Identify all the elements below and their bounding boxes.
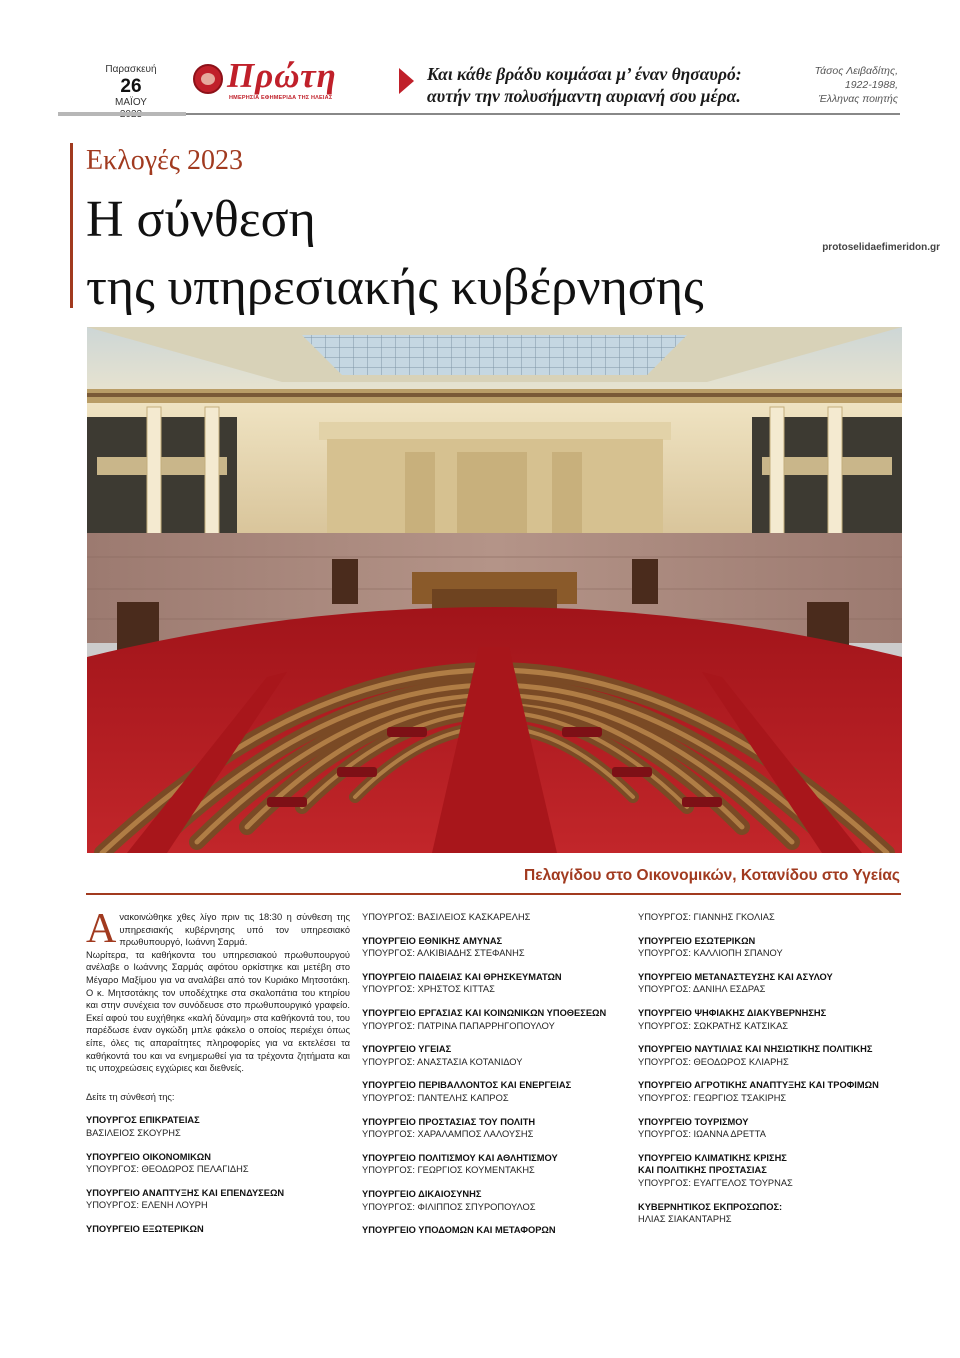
section-kicker: Εκλογές 2023 (86, 145, 244, 176)
author-line: Τάσος Λειβαδίτης, (814, 65, 898, 77)
article-subheading: Πελαγίδου στο Οικονομικών, Κοτανίδου στο Υγείας (524, 867, 900, 884)
cabinet-entry (638, 1079, 900, 1104)
minister-name: ΥΠΟΥΡΓΟΣ: ΚΑΛΛΙΟΠΗ ΣΠΑΝΟΥ (638, 948, 783, 959)
cabinet-entry (86, 1114, 350, 1139)
ministry-title: ΥΠΟΥΡΓΕΙΟ ΠΑΙΔΕΙΑΣ ΚΑΙ ΘΡΗΣΚΕΥΜΑΤΩΝ (362, 971, 562, 982)
ministry-title: ΥΠΟΥΡΓΕΙΟ ΜΕΤΑΝΑΣΤΕΥΣΗΣ ΚΑΙ ΑΣΥΛΟΥ (638, 971, 833, 982)
cabinet-entry (638, 1116, 900, 1141)
cabinet-entry (638, 935, 900, 960)
cabinet-entry (362, 1188, 620, 1213)
logo-text: Πρώτη (227, 56, 337, 95)
ministry-title: ΚΥΒΕΡΝΗΤΙΚΟΣ ΕΚΠΡΟΣΩΠΟΣ: (638, 1201, 783, 1212)
ministry-title: ΥΠΟΥΡΓΕΙΟ ΤΟΥΡΙΣΜΟΥ (638, 1116, 749, 1127)
minister-name: ΥΠΟΥΡΓΟΣ: ΘΕΟΔΩΡΟΣ ΠΕΛΑΓΙΔΗΣ (86, 1164, 249, 1175)
ministry-title: ΥΠΟΥΡΓΕΙΟ ΕΣΩΤΕΡΙΚΩΝ (638, 935, 756, 946)
page-title (86, 186, 704, 322)
minister-name: ΥΠΟΥΡΓΟΣ: ΧΑΡΑΛΑΜΠΟΣ ΛΑΛΟΥΣΗΣ (362, 1129, 534, 1140)
headline-line: Η σύνθεση (86, 191, 316, 248)
author-line: 1922-1988, (844, 79, 898, 91)
ministry-title: ΥΠΟΥΡΓΕΙΟ ΕΞΩΤΕΡΙΚΩΝ (86, 1223, 204, 1234)
minister-name: ΥΠΟΥΡΓΟΣ: ΓΕΩΡΓΙΟΣ ΤΣΑΚΙΡΗΣ (638, 1092, 787, 1103)
cabinet-entry (362, 1079, 620, 1104)
minister-name: ΥΠΟΥΡΓΟΣ: ΓΕΩΡΓΙΟΣ ΚΟΥΜΕΝΤΑΚΗΣ (362, 1165, 535, 1176)
minister-name: ΥΠΟΥΡΓΟΣ: ΦΙΛΙΠΠΟΣ ΣΠΥΡΟΠΟΥΛΟΣ (362, 1201, 536, 1212)
cabinet-entry (86, 1223, 350, 1236)
day-number: 26 (120, 75, 142, 97)
daily-quote (427, 63, 742, 107)
header-divider (58, 113, 900, 115)
minister-name: ΥΠΟΥΡΓΟΣ: ΕΥΑΓΓΕΛΟΣ ΤΟΥΡΝΑΣ (638, 1177, 793, 1188)
quote-arrow-icon (399, 68, 414, 94)
ministry-title: ΥΠΟΥΡΓΕΙΟ ΕΡΓΑΣΙΑΣ ΚΑΙ ΚΟΙΝΩΝΙΚΩΝ ΥΠΟΘΕΣΕΩΝ (362, 1007, 607, 1018)
cabinet-entry (638, 1007, 900, 1032)
ministry-title: ΥΠΟΥΡΓΕΙΟ ΚΛΙΜΑΤΙΚΗΣ ΚΡΙΣΗΣ ΚΑΙ ΠΟΛΙΤΙΚΗΣ ΠΡΟΣΤΑΣΙΑΣ (638, 1152, 787, 1176)
cabinet-entry (362, 971, 620, 996)
cabinet-entry (638, 971, 900, 996)
minister-name: ΥΠΟΥΡΓΟΣ: ΕΛΕΝΗ ΛΟΥΡΗ (86, 1200, 208, 1211)
ministry-title: ΥΠΟΥΡΓΕΙΟ ΥΓΕΙΑΣ (362, 1044, 452, 1055)
quote-author (815, 64, 898, 106)
cabinet-entry (362, 1007, 620, 1032)
intro-paragraph: νακοινώθηκε χθες λίγο πριν τις 18:30 η σύνθεση της υπηρεσιακής κυβέρνησης υπό τον υπηρεσιακό πρωθυπουργό, Ιωάννη Σαρμά. (119, 912, 350, 948)
parliament-illustration (87, 327, 902, 853)
ministry-title: ΥΠΟΥΡΓΕΙΟ ΕΘΝΙΚΗΣ ΑΜΥΝΑΣ (362, 935, 503, 946)
intro-paragraph: Νωρίτερα, τα καθήκοντα του υπηρεσιακού πρωθυπουργού ανέλαβε ο Ιωάννης Σαρμάς αφότου ορκίστηκε και μετέβη στο Μέγαρο Μαξίμου για να αναλάβει από τον Κυριάκο Μητσοτάκη. Ο κ. Μητσοτάκης τον υποδέχτηκε στα σκαλοπάτια του κτηρίου και στην συνέχεια τον συνόδευσε στο πρωθυπουργικό γραφείο. Εκεί αφού του ευχήθηκε «καλή δύναμη» στα καθήκοντά του, του παρέδωσε έναν ογκώδη μπλε φάκελο ο οποίος περιέχει όπως είπε, όλες τις απαραίτητες πληροφορίες για να εκτελέσει τα καθήκοντά του και να ενημερωθεί για τα τρέχοντα ζητήματα και τις υποχρεώσεις εγχώριες και διεθνείς. (86, 949, 350, 1074)
drop-cap: Α (86, 906, 117, 952)
cabinet-entry (86, 1151, 350, 1176)
minister-name: ΥΠΟΥΡΓΟΣ: ΠΑΤΡΙΝΑ ΠΑΠΑΡΡΗΓΟΠΟΥΛΟΥ (362, 1020, 555, 1031)
ministry-title: ΥΠΟΥΡΓΟΣ ΕΠΙΚΡΑΤΕΙΑΣ (86, 1115, 200, 1126)
cabinet-entry (362, 1224, 620, 1237)
month: ΜΑΪΟΥ (115, 97, 147, 109)
quote-line: Και κάθε βράδυ κοιμάσαι μ’ έναν θησαυρό: (427, 64, 742, 84)
minister-name: ΥΠΟΥΡΓΟΣ: ΧΡΗΣΤΟΣ ΚΙΤΤΑΣ (362, 984, 495, 995)
ministry-title: ΥΠΟΥΡΓΕΙΟ ΠΕΡΙΒΑΛΛΟΝΤΟΣ ΚΑΙ ΕΝΕΡΓΕΙΑΣ (362, 1080, 572, 1091)
minister-name: ΥΠΟΥΡΓΟΣ: ΒΑΣΙΛΕΙΟΣ ΚΑΣΚΑΡΕΛΗΣ (362, 912, 531, 922)
parliament-hall-photo (87, 327, 902, 853)
quote-line: αυτήν την πολυσήμαντη αυριανή σου μέρα. (427, 86, 741, 106)
minister-name: ΥΠΟΥΡΓΟΣ: ΣΩΚΡΑΤΗΣ ΚΑΤΣΙΚΑΣ (638, 1020, 789, 1031)
ministry-title: ΥΠΟΥΡΓΕΙΟ ΠΡΟΣΤΑΣΙΑΣ ΤΟΥ ΠΟΛΙΤΗ (362, 1116, 536, 1127)
list-lead: Δείτε τη σύνθεσή της: (86, 1091, 175, 1102)
minister-name: ΗΛΙΑΣ ΣΙΑΚΑΝΤΑΡΗΣ (638, 1214, 732, 1225)
cabinet-entry (638, 1043, 900, 1068)
ministry-title: ΥΠΟΥΡΓΕΙΟ ΠΟΛΙΤΙΣΜΟΥ ΚΑΙ ΑΘΛΗΤΙΣΜΟΥ (362, 1152, 558, 1163)
article-intro (86, 906, 350, 1075)
minister-name: ΥΠΟΥΡΓΟΣ: ΙΩΑΝΝΑ ΔΡΕΤΤΑ (638, 1129, 766, 1140)
cabinet-entry (362, 1043, 620, 1068)
cabinet-entry (638, 1152, 900, 1190)
source-watermark: protoselidaefimeridon.gr (822, 242, 940, 253)
minister-name: ΥΠΟΥΡΓΟΣ: ΔΑΝΙΗΛ ΕΣΔΡΑΣ (638, 984, 766, 995)
minister-name: ΥΠΟΥΡΓΟΣ: ΑΛΚΙΒΙΑΔΗΣ ΣΤΕΦΑΝΗΣ (362, 948, 525, 959)
logo-emblem-icon (193, 64, 223, 94)
ministry-title: ΥΠΟΥΡΓΕΙΟ ΥΠΟΔΟΜΩΝ ΚΑΙ ΜΕΤΑΦΟΡΩΝ (362, 1225, 556, 1236)
newspaper-logo[interactable] (193, 56, 365, 108)
title-accent-bar (70, 143, 73, 308)
minister-name: ΒΑΣΙΛΕΙΟΣ ΣΚΟΥΡΗΣ (86, 1127, 181, 1138)
ministry-title: ΥΠΟΥΡΓΕΙΟ ΑΓΡΟΤΙΚΗΣ ΑΝΑΠΤΥΞΗΣ ΚΑΙ ΤΡΟΦΙΜΩΝ (638, 1080, 879, 1091)
ministry-title: ΥΠΟΥΡΓΕΙΟ ΔΙΚΑΙΟΣΥΝΗΣ (362, 1188, 482, 1199)
day-of-week: Παρασκευή (105, 64, 157, 75)
cabinet-entry (638, 1201, 900, 1226)
cabinet-entry (362, 911, 620, 924)
article-column-2 (362, 911, 620, 1237)
cabinet-entry (362, 935, 620, 960)
cabinet-entry (362, 1116, 620, 1141)
ministry-title: ΥΠΟΥΡΓΕΙΟ ΟΙΚΟΝΟΜΙΚΩΝ (86, 1151, 211, 1162)
ministry-title: ΥΠΟΥΡΓΕΙΟ ΑΝΑΠΤΥΞΗΣ ΚΑΙ ΕΠΕΝΔΥΣΕΩΝ (86, 1187, 285, 1198)
cabinet-entry (362, 1152, 620, 1177)
article-column-3 (638, 911, 900, 1226)
minister-name: ΥΠΟΥΡΓΟΣ: ΓΙΑΝΝΗΣ ΓΚΟΛΙΑΣ (638, 912, 775, 922)
article-column-1 (86, 906, 350, 1235)
minister-name: ΥΠΟΥΡΓΟΣ: ΘΕΟΔΩΡΟΣ ΚΛΙΑΡΗΣ (638, 1056, 789, 1067)
minister-name: ΥΠΟΥΡΓΟΣ: ΠΑΝΤΕΛΗΣ ΚΑΠΡΟΣ (362, 1092, 509, 1103)
subheading-divider (86, 893, 901, 895)
cabinet-entry (638, 911, 900, 924)
author-line: Έλληνας ποιητής (818, 93, 898, 105)
minister-name: ΥΠΟΥΡΓΟΣ: ΑΝΑΣΤΑΣΙΑ ΚΟΤΑΝΙΔΟΥ (362, 1056, 523, 1067)
headline-line: της υπηρεσιακής κυβέρνησης (86, 259, 704, 316)
ministry-title: ΥΠΟΥΡΓΕΙΟ ΨΗΦΙΑΚΗΣ ΔΙΑΚΥΒΕΡΝΗΣΗΣ (638, 1007, 827, 1018)
cabinet-entry (86, 1187, 350, 1212)
logo-subtitle: ΗΜΕΡΗΣΙΑ ΕΦΗΜΕΡΙΔΑ ΤΗΣ ΗΛΕΙΑΣ (229, 95, 333, 101)
ministry-title: ΥΠΟΥΡΓΕΙΟ ΝΑΥΤΙΛΙΑΣ ΚΑΙ ΝΗΣΙΩΤΙΚΗΣ ΠΟΛΙΤΙΚΗΣ (638, 1044, 873, 1055)
